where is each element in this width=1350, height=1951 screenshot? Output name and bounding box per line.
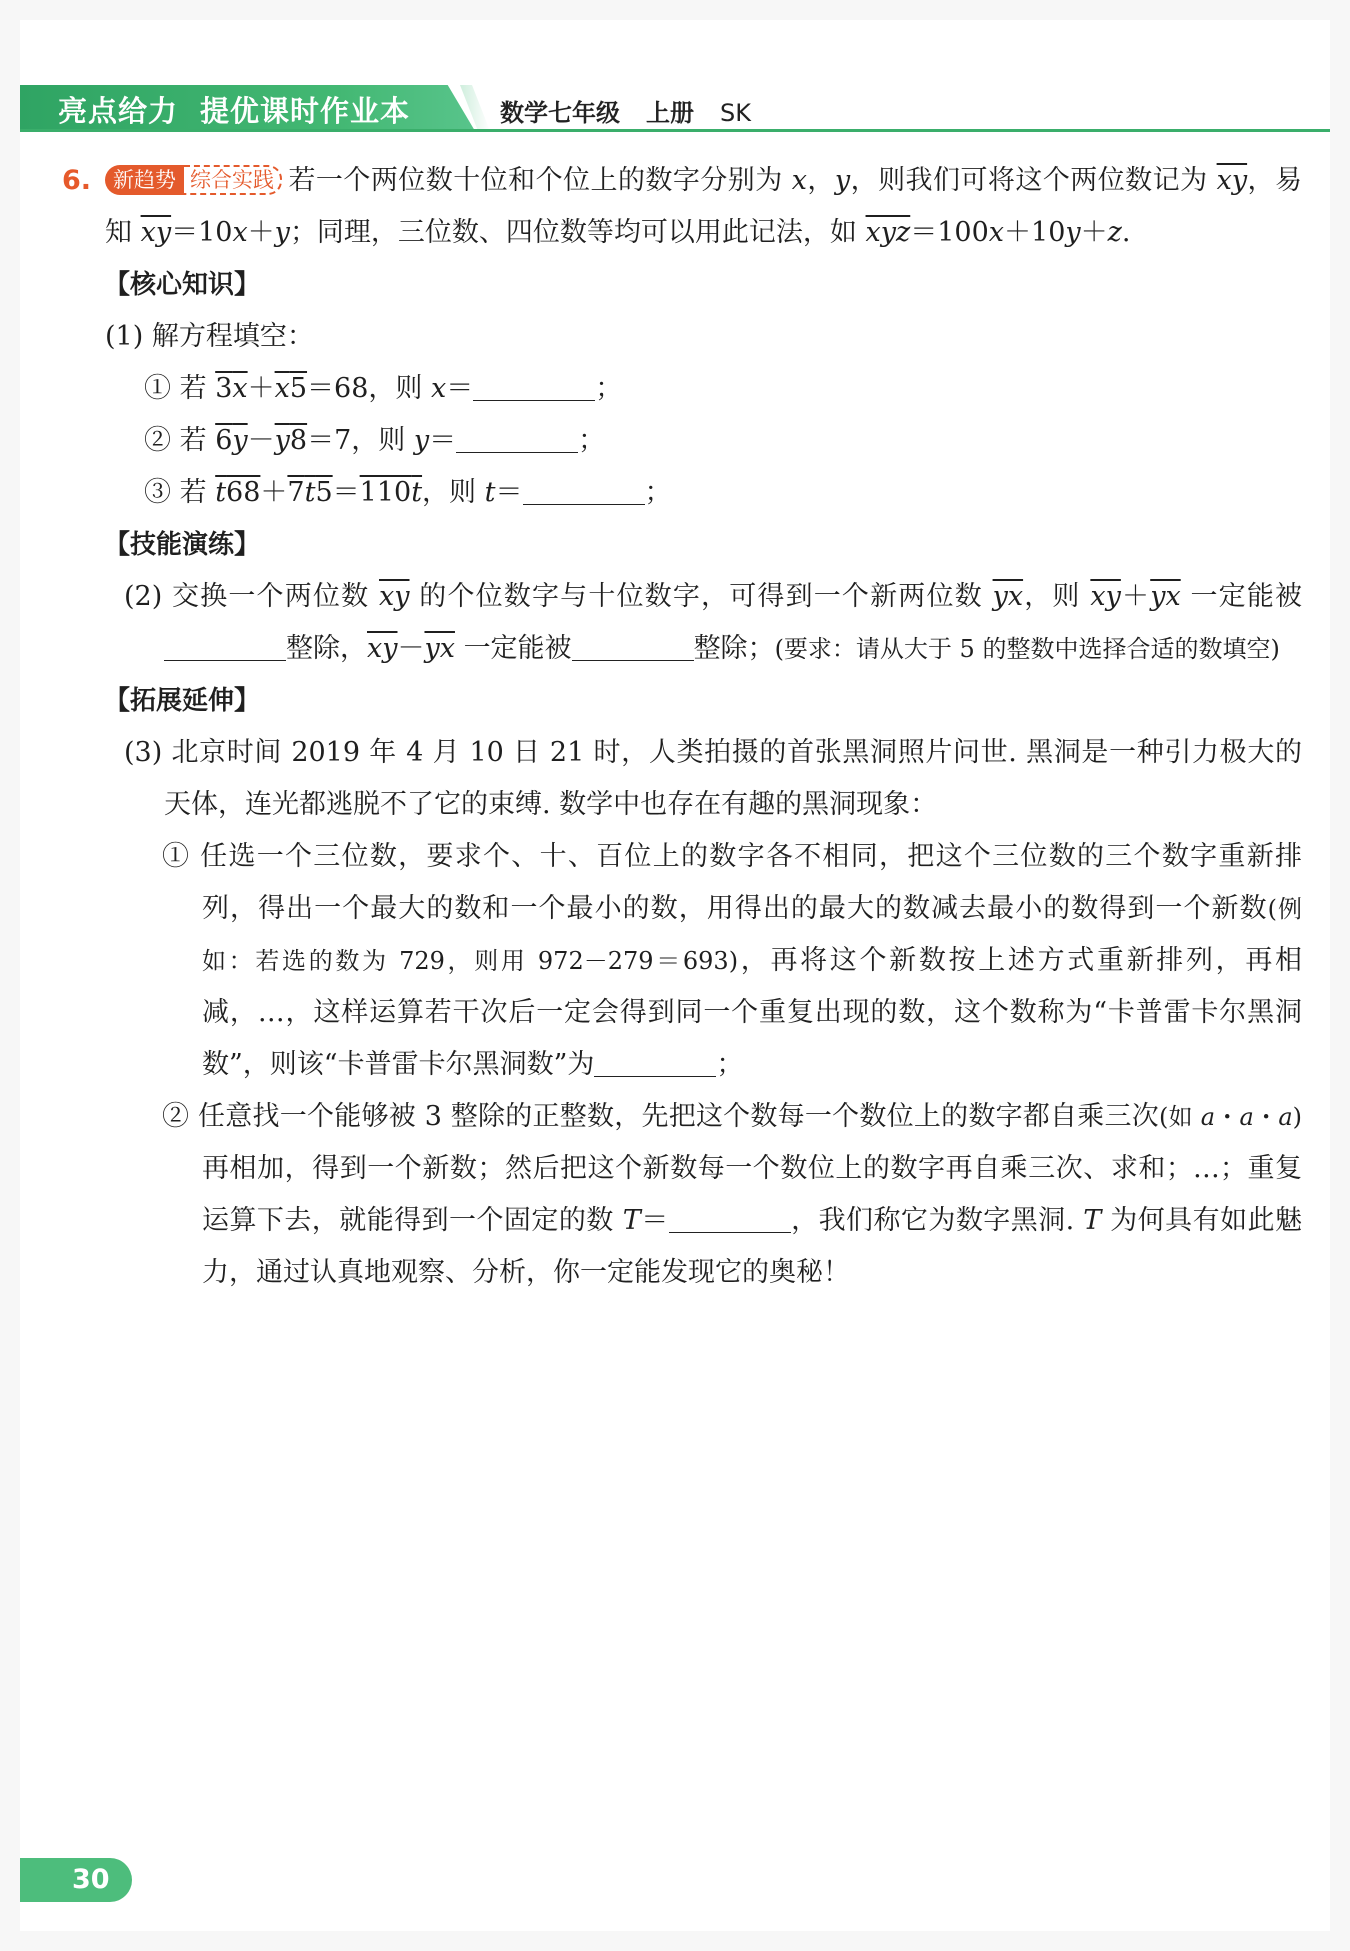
question-number: 6. bbox=[62, 165, 92, 196]
brand-part-b: 提优课时作业本 bbox=[200, 94, 411, 128]
part-3-item-1-text-b: ，再将这个新数按上述方式重新排列，再相减，…，这样运算若干次后一定会得到同一个重复出现的数，这个数称为“卡普雷卡尔黑洞数”，则该“卡普雷卡尔黑洞数”为 bbox=[202, 945, 1303, 1080]
answer-blank-4[interactable] bbox=[164, 630, 286, 661]
tag-new-trend: 新趋势 bbox=[105, 165, 184, 195]
part-3-item-1-example: (例如：若选的数为 729，则用 972－279＝693) bbox=[202, 895, 1302, 975]
subject-edition: SK bbox=[720, 99, 751, 127]
answer-blank-6[interactable] bbox=[594, 1046, 716, 1077]
header-rule bbox=[20, 129, 1330, 132]
section-core-knowledge: 【核心知识】 bbox=[104, 270, 261, 300]
intro-text-4: ；同理，三位数、四位数等均可以用此记法，如 bbox=[289, 217, 857, 248]
part-1-item-3: ③ 若 t68＋7t5＝110t，则 t＝ ； bbox=[62, 467, 1302, 519]
part-1-item-2: ② 若 6y－y8＝7，则 y＝ ； bbox=[62, 415, 1302, 467]
part-3-item-2-text-c: ，我们称它为数字黑洞. bbox=[790, 1205, 1075, 1236]
answer-blank-5[interactable] bbox=[572, 630, 694, 661]
subject-volume: 上册 bbox=[646, 99, 694, 127]
item-2-prefix: ② 若 bbox=[144, 425, 207, 456]
brand-part-a: 亮点给力 bbox=[58, 94, 179, 128]
item-1-prefix: ① 若 bbox=[144, 373, 207, 404]
part-2-text-f: 一定能被 bbox=[463, 633, 572, 664]
page-header bbox=[20, 85, 1330, 135]
brand-title bbox=[58, 89, 410, 130]
answer-blank-2[interactable] bbox=[456, 422, 578, 453]
part-3-item-1: ① 任选一个三位数，要求个、十、百位上的数字各不相同，把这个三位数的三个数字重新排列，得出一个最大的数和一个最小的数，用得出的最大的数减去最小的数得到一个新数(例如：若选的数为 729，则用 972－279＝693)，再将这个新数按上述方式重新排列，再相减，…，这样运算若干次后一定会得到同一个重复出现的数，这个数称为“卡普雷卡尔黑洞数”，则该“卡普雷卡尔黑洞数”为 ； bbox=[162, 841, 1303, 1080]
intro-text-2: ，则我们可将这个两位数记为 bbox=[850, 165, 1208, 196]
part-3-item-1-text-a: ① 任选一个三位数，要求个、十、百位上的数字各不相同，把这个三位数的三个数字重新排列，得出一个最大的数和一个最小的数，用得出的最大的数减去最小的数得到一个新数 bbox=[162, 841, 1302, 924]
part-2: (2) 交换一个两位数 $\overline{xy}$ 的个位数字与十位数字，可得到一个新两位数 $\overline{yx}$，则 $\overline{xy}+\overline{yx}$ 一定能被整除，$\overline{xy}-\overline{yx}$ 一定能被 整除；(要求：请从大于 5 的整数中选择合适的数填空) bbox=[124, 581, 1303, 664]
section-skill-practice: 【技能演练】 bbox=[104, 530, 261, 560]
part-2-text-b: 的个位数字与十位数字，可得到一个新两位数 bbox=[419, 581, 983, 612]
section-extension: 【拓展延伸】 bbox=[104, 686, 261, 716]
answer-blank-3[interactable] bbox=[523, 474, 645, 505]
part-3-item-2-text-a: ② 任意找一个能够被 3 整除的正整数，先把这个数每一个数位上的数字都自乘三次 bbox=[162, 1101, 1160, 1132]
question-intro: 新趋势 综合实践 若一个两位数十位和个位上的数字分别为 x，y，则我们可将这个两位数记为 $\overline{xy}$，易知 $\overline{xy}=10x+y$；同理，三位数、四位数等均可以用此记法，如 $\overline{xyz}=100x+10y+z$. bbox=[105, 165, 1303, 248]
part-1-label: (1) 解方程填空： bbox=[105, 321, 314, 352]
question-6 bbox=[62, 155, 1302, 1299]
part-2-text-d: 一定能被 bbox=[1190, 581, 1303, 612]
answer-blank-1[interactable] bbox=[473, 370, 595, 401]
part-2-text-g: 整除； bbox=[693, 633, 775, 664]
subject-line bbox=[500, 93, 777, 128]
part-3-intro: (3) 北京时间 2019 年 4 月 10 日 21 时，人类拍摄的首张黑洞照片问世. 黑洞是一种引力极大的天体，连光都逃脱不了它的束缚. 数学中也存在有趣的黑洞现象： bbox=[124, 737, 1302, 820]
item-3-prefix: ③ 若 bbox=[144, 477, 207, 508]
part-3-item-2: ② 任意找一个能够被 3 整除的正整数，先把这个数每一个数位上的数字都自乘三次(如 a・a・a)再相加，得到一个新数；然后把这个新数每一个数位上的数字再自乘三次、求和；…；重复运算下去，就能得到一个固定的数 T＝ ，我们称它为数字黑洞. T 为何具有如此魅力，通过认真地观察、分析，你一定能发现它的奥秘！ bbox=[162, 1101, 1303, 1288]
answer-blank-7[interactable] bbox=[669, 1202, 791, 1233]
part-2-note: (要求：请从大于 5 的整数中选择合适的数填空) bbox=[774, 635, 1280, 663]
part-1-item-1: ① 若 3x＋x5＝68，则 x＝ ； bbox=[62, 363, 1302, 415]
intro-text-3: ，易知 bbox=[105, 165, 1303, 248]
intro-text-1: 若一个两位数十位和个位上的数字分别为 bbox=[288, 165, 783, 196]
subject-grade: 数学七年级 bbox=[500, 99, 620, 127]
part-3-item-2-text-d: 为何具有如此魅力，通过认真地观察、分析，你一定能发现它的奥秘！ bbox=[202, 1205, 1302, 1288]
part-2-text-e: 整除， bbox=[286, 633, 367, 664]
part-2-text-c: ，则 bbox=[1023, 581, 1081, 612]
part-3-item-2-text-b: 再相加，得到一个新数；然后把这个新数每一个数位上的数字再自乘三次、求和；…；重复运算下去，就能得到一个固定的数 bbox=[202, 1153, 1302, 1236]
part-2-text-a: (2) 交换一个两位数 bbox=[124, 581, 370, 612]
tag-comprehensive-practice: 综合实践 bbox=[184, 165, 282, 195]
page-number: 30 bbox=[20, 1858, 132, 1902]
